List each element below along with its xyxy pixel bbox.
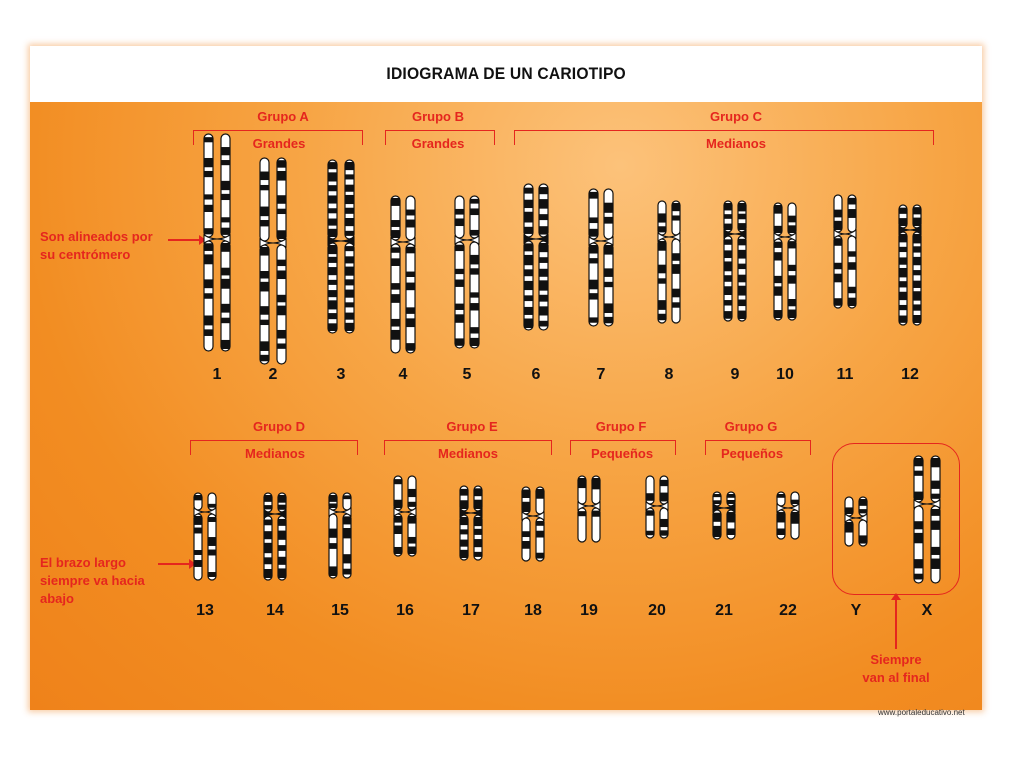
chromosome-number-14: 14	[266, 602, 284, 619]
chromosome-number-22: 22	[779, 602, 797, 619]
chromosome-number-21: 21	[715, 602, 733, 619]
chromosome-19	[578, 476, 600, 542]
chromosome-21	[713, 492, 735, 539]
chromosome-number-2: 2	[268, 366, 278, 383]
group-b-label: Grupo B	[412, 109, 464, 124]
chromosome-number-16: 16	[396, 602, 414, 619]
chromosome-6	[524, 184, 548, 330]
group-a-label: Grupo A	[257, 109, 309, 124]
chromosome-set	[30, 46, 982, 710]
long-arm-note-line2: siempre va hacia	[40, 573, 145, 588]
chromosome-number-4: 4	[398, 366, 408, 383]
chromosome-number-17: 17	[462, 602, 480, 619]
chromosome-number-13: 13	[196, 602, 214, 619]
chromosome-3	[328, 160, 354, 333]
watermark: www.portaleducativo.net	[878, 708, 965, 717]
chromosome-13	[194, 493, 216, 580]
group-e-label: Grupo E	[446, 419, 498, 434]
chromosome-5	[455, 196, 479, 348]
chromosome-number-9: 9	[730, 366, 740, 383]
group-f-label: Grupo F	[595, 419, 647, 434]
chromosome-14	[264, 493, 286, 580]
group-d-label: Grupo D	[253, 419, 305, 434]
group-b-size: Grandes	[411, 136, 465, 151]
long-arm-note-line3: abajo	[40, 591, 74, 606]
chromosome-2	[260, 158, 286, 364]
chromosome-number-6: 6	[531, 366, 541, 383]
chromosome-15	[329, 493, 351, 578]
chromosome-Y	[845, 497, 867, 546]
chromosome-number-20: 20	[648, 602, 666, 619]
chromosome-number-11: 11	[836, 366, 854, 383]
sex-note-line1: Siempre	[870, 652, 922, 667]
chromosome-number-8: 8	[664, 366, 674, 383]
group-d-size: Medianos	[245, 446, 305, 461]
group-a-size: Grandes	[252, 136, 306, 151]
page-title: IDIOGRAMA DE UN CARIOTIPO	[386, 64, 626, 83]
chromosome-12	[899, 205, 921, 325]
chromosome-number-10: 10	[776, 366, 794, 383]
group-g-label: Grupo G	[724, 419, 778, 434]
chromosome-X	[914, 456, 940, 583]
chromosome-17	[460, 486, 482, 560]
chromosome-22	[777, 492, 799, 539]
chromosome-18	[522, 487, 544, 561]
chromosome-number-19: 19	[580, 602, 598, 619]
group-e-size: Medianos	[438, 446, 498, 461]
chromosome-10	[774, 203, 796, 320]
chromosome-number-5: 5	[462, 366, 472, 383]
sex-note-line2: van al final	[862, 670, 930, 685]
chromosome-number-Y: Y	[850, 602, 862, 619]
chromosome-7	[589, 189, 613, 326]
centromere-note-line2: su centrómero	[40, 247, 131, 262]
chromosome-number-12: 12	[901, 366, 919, 383]
chromosome-number-15: 15	[331, 602, 349, 619]
chromosome-20	[646, 476, 668, 538]
chromosome-16	[394, 476, 416, 556]
chromosome-1	[204, 134, 230, 351]
centromere-note-line1: Son alineados por	[40, 229, 153, 244]
chromosome-9	[724, 201, 746, 321]
chromosome-number-1: 1	[212, 366, 222, 383]
long-arm-note-line1: El brazo largo	[40, 555, 126, 570]
group-c-size: Medianos	[706, 136, 766, 151]
chromosome-8	[658, 201, 680, 323]
karyotype-panel	[30, 46, 982, 710]
chromosome-number-18: 18	[524, 602, 542, 619]
chromosome-11	[834, 195, 856, 308]
chromosome-4	[391, 196, 415, 353]
group-g-size: Pequeños	[720, 446, 784, 461]
chromosome-number-X: X	[921, 602, 933, 619]
group-c-label: Grupo C	[710, 109, 762, 124]
chromosome-number-7: 7	[596, 366, 606, 383]
chromosome-number-3: 3	[336, 366, 346, 383]
group-f-size: Pequeños	[590, 446, 654, 461]
